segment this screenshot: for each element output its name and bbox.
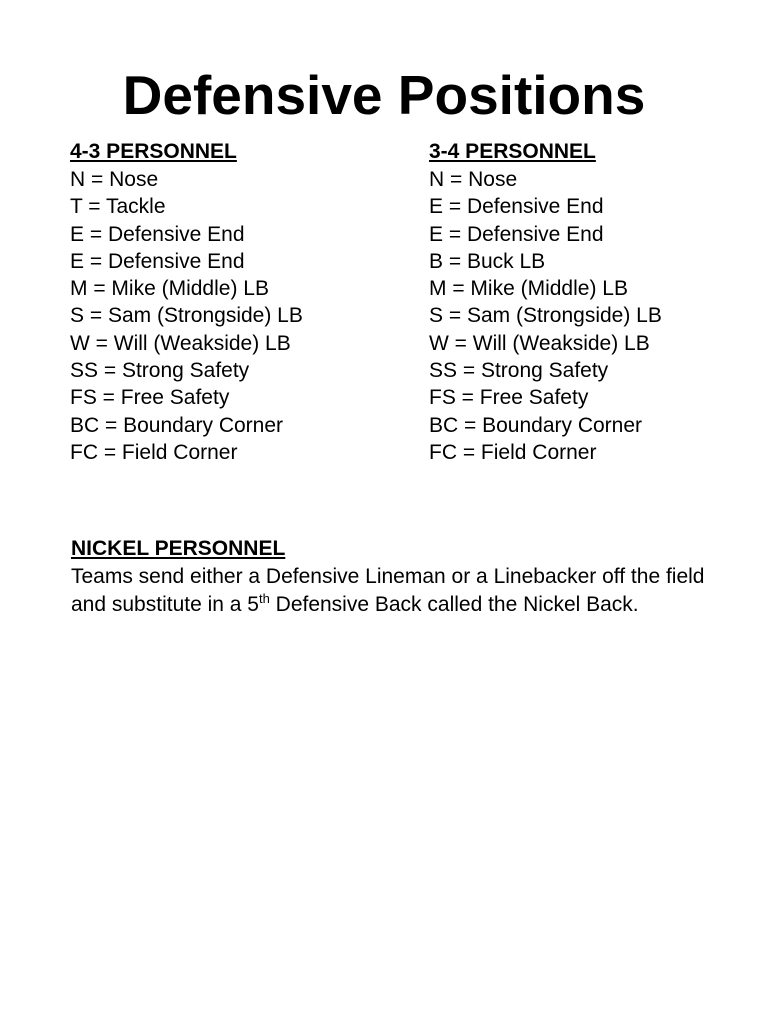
- position-item: T = Tackle: [70, 195, 166, 219]
- position-item: E = Defensive End: [429, 222, 604, 246]
- nickel-description: [71, 563, 711, 618]
- position-item: FC = Field Corner: [70, 440, 238, 464]
- position-item: W = Will (Weakside) LB: [429, 331, 650, 355]
- position-item: FS = Free Safety: [70, 386, 230, 410]
- column-heading: 3-4 PERSONNEL: [429, 140, 596, 163]
- position-item: SS = Strong Safety: [70, 359, 250, 383]
- column-heading: 4-3 PERSONNEL: [70, 140, 237, 163]
- position-item: FS = Free Safety: [429, 386, 589, 410]
- column-3-4-personnel: [429, 139, 662, 466]
- position-item: E = Defensive End: [70, 222, 245, 246]
- position-list: [70, 166, 303, 466]
- position-item: M = Mike (Middle) LB: [429, 277, 628, 301]
- page-title: Defensive Positions: [122, 64, 646, 126]
- position-item: S = Sam (Strongside) LB: [429, 304, 662, 328]
- column-4-3-personnel: [70, 139, 303, 466]
- position-item: W = Will (Weakside) LB: [70, 331, 291, 355]
- position-item: S = Sam (Strongside) LB: [70, 304, 303, 328]
- nickel-text-end: Defensive Back called the Nickel Back.: [269, 592, 639, 616]
- position-item: BC = Boundary Corner: [70, 413, 284, 437]
- nickel-section: [71, 536, 711, 618]
- nickel-heading: NICKEL PERSONNEL: [71, 537, 286, 560]
- position-item: BC = Boundary Corner: [429, 413, 643, 437]
- position-item: FC = Field Corner: [429, 440, 597, 464]
- position-list: [429, 166, 662, 466]
- position-item: E = Defensive End: [429, 195, 604, 219]
- position-item: E = Defensive End: [70, 249, 245, 273]
- position-item: N = Nose: [429, 168, 518, 191]
- nickel-text-start: Teams send either a Defensive Lineman or a Linebacker off the field and substitute in a 5: [71, 565, 705, 616]
- position-item: SS = Strong Safety: [429, 359, 609, 383]
- position-item: N = Nose: [70, 168, 159, 191]
- position-item: B = Buck LB: [429, 249, 546, 273]
- position-item: M = Mike (Middle) LB: [70, 277, 269, 301]
- ordinal-superscript: th: [258, 590, 270, 606]
